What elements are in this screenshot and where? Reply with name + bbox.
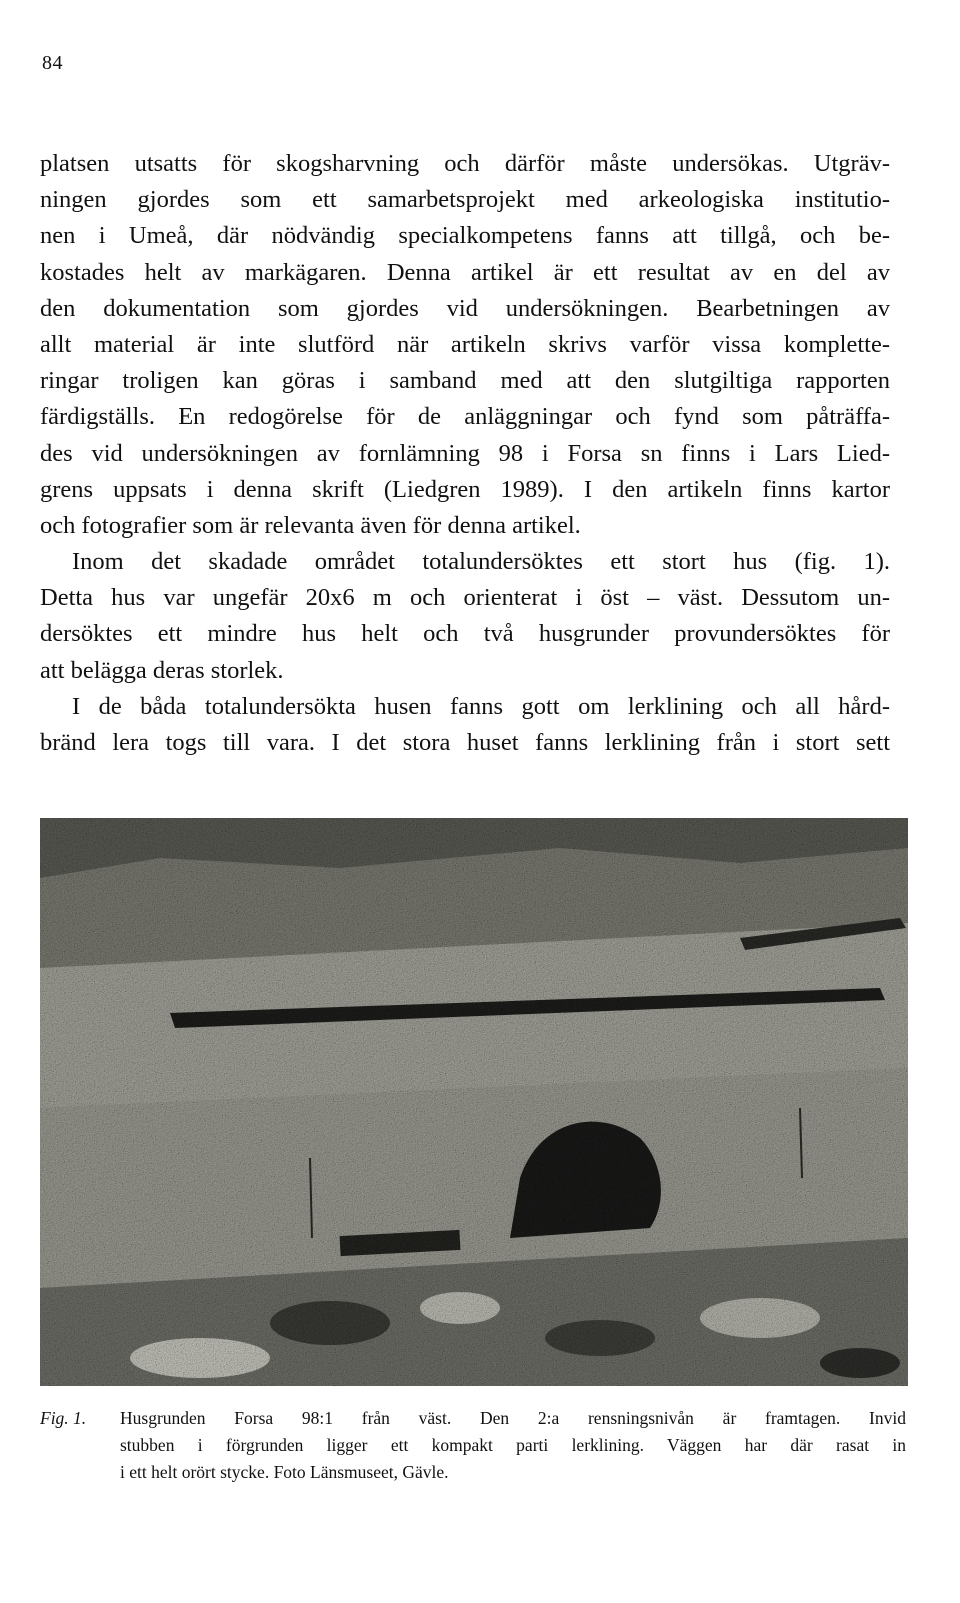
text-line: Detta hus var ungefär 20x6 m och orienterat i öst – väst. Dessutom un- <box>40 584 890 612</box>
text-line: ringar troligen kan göras i samband med att den slutgiltiga rapporten <box>40 367 890 395</box>
text-line: ningen gjordes som ett samarbetsprojekt med arkeologiska institutio- <box>40 186 890 214</box>
photo-illustration <box>40 818 908 1386</box>
page-number: 84 <box>42 52 63 74</box>
figure-caption <box>120 1405 906 1486</box>
text-line: grens uppsats i denna skrift (Liedgren 1989). I den artikeln finns kartor <box>40 475 890 503</box>
caption-line: Husgrunden Forsa 98:1 från väst. Den 2:a rensningsnivån är framtagen. Invid <box>120 1408 906 1428</box>
caption-line: i ett helt orört stycke. Foto Länsmuseet, Gävle. <box>120 1462 449 1482</box>
body-text <box>40 146 890 761</box>
excavation-photograph <box>40 818 908 1386</box>
text-line: des vid undersökningen av fornlämning 98 i Forsa sn finns i Lars Lied- <box>40 439 890 467</box>
text-line: och fotografier som är relevanta även för denna artikel. <box>40 511 581 539</box>
text-line: nen i Umeå, där nödvändig specialkompetens fanns att tillgå, och be- <box>40 222 890 250</box>
text-line: I de båda totalundersökta husen fanns gott om lerklining och all hård- <box>72 692 890 720</box>
text-line: bränd lera togs till vara. I det stora huset fanns lerklining från i stort sett <box>40 729 890 756</box>
text-line: allt material är inte slutförd när artikeln skrivs varför vissa komplette- <box>40 330 890 358</box>
figure-label: Fig. 1. <box>40 1408 87 1428</box>
text-line: dersöktes ett mindre hus helt och två husgrunder provundersöktes för <box>40 620 890 648</box>
text-line: kostades helt av markägaren. Denna artikel är ett resultat av en del av <box>40 258 890 286</box>
text-line: Inom det skadade området totalundersöktes ett stort hus (fig. 1). <box>72 548 890 576</box>
caption-line: stubben i förgrunden ligger ett kompakt parti lerklining. Väggen har där rasat in <box>120 1435 906 1455</box>
text-line: färdigställs. En redogörelse för de anläggningar och fynd som påträffa- <box>40 403 890 431</box>
text-line: att belägga deras storlek. <box>40 656 284 684</box>
text-line: platsen utsatts för skogsharvning och därför måste undersökas. Utgräv- <box>40 150 890 177</box>
text-line: den dokumentation som gjordes vid undersökningen. Bearbetningen av <box>40 294 890 322</box>
